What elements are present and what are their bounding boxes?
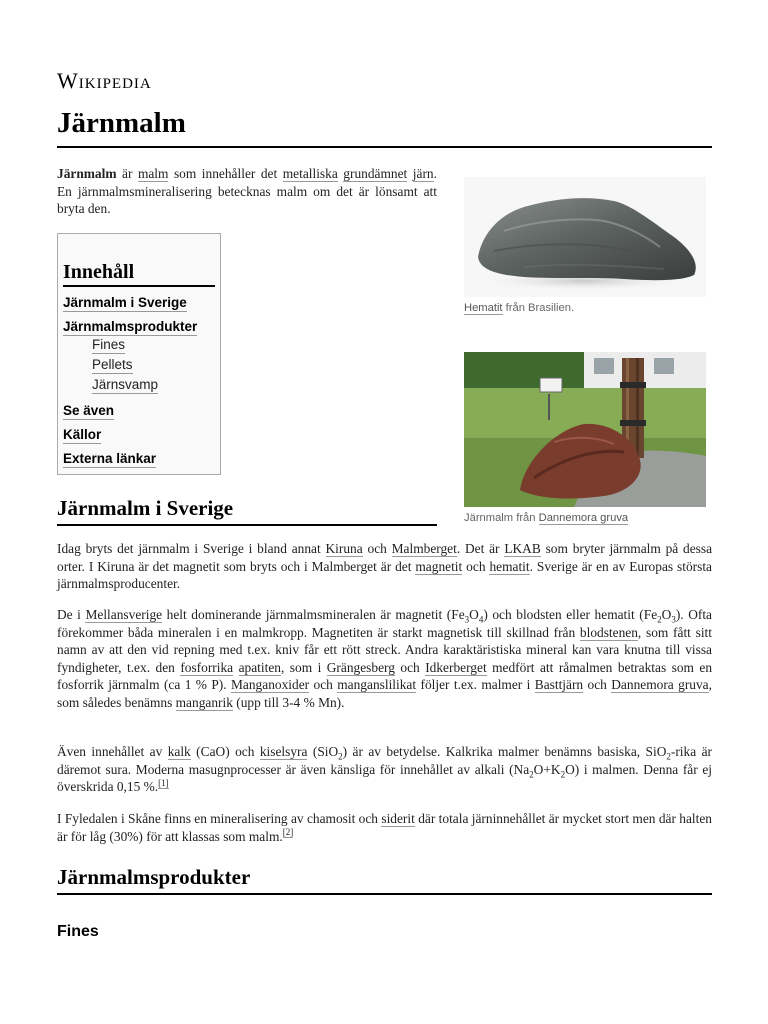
subscript: 2 (529, 769, 534, 780)
subscript: 3 (671, 614, 676, 625)
text: och (394, 659, 426, 675)
text: . En järnmalmsmineralisering betecknas malm om det är lönsamt att bryta den. (57, 166, 437, 216)
text: -rika är däremot sura. Moderna masugnprocesser är även känsliga för innehållet av alkali (Na (57, 744, 712, 777)
heading-fines: Fines (57, 923, 99, 940)
text: (SiO (307, 744, 339, 759)
link-manganoxider[interactable]: Manganoxider (231, 677, 310, 692)
text: , som i (280, 659, 327, 675)
link-blodstenen[interactable]: blodstenen (579, 624, 638, 640)
text (407, 166, 413, 181)
text: . Sverige är en av Europas största järnmalmsproducenter. (57, 558, 712, 591)
toc-item-pellets[interactable]: Pellets (92, 357, 133, 372)
link-kiselsyra[interactable]: kiselsyra (259, 744, 308, 759)
link-manganslilikat[interactable]: manganslilikat (337, 677, 417, 692)
paragraph-sverige-2 (57, 606, 712, 711)
text: O (661, 607, 672, 622)
text: och (362, 541, 392, 556)
text: ) är av betydelse. Kalkrika malmer benämns basiska, SiO (342, 744, 667, 759)
figure-hematit (464, 177, 706, 315)
link-grundamnet[interactable]: grundämnet (343, 166, 408, 181)
subscript: 2 (560, 769, 566, 780)
link-dannemora-gruva[interactable]: Dannemora gruva (611, 677, 709, 692)
link-basttjarn[interactable]: Basttjärn (534, 677, 584, 692)
link-lkab[interactable]: LKAB (504, 541, 541, 556)
intro-bold-term: Järnmalm (57, 166, 117, 181)
link-manganrik[interactable]: manganrik (175, 694, 233, 710)
hematit-image[interactable] (464, 177, 706, 297)
link-grangesberg[interactable]: Grängesberg (326, 659, 395, 675)
text: O) i malmen. Denna får ej överskrida 0,15 %. (57, 761, 712, 794)
subscript: 3 (464, 614, 470, 625)
reference-2[interactable] (283, 827, 294, 838)
link-dannemora-caption[interactable]: Dannemora gruva (538, 512, 629, 524)
toc-item-fines[interactable]: Fines (92, 337, 126, 352)
subscript: 2 (657, 614, 662, 625)
link-malmberget[interactable]: Malmberget (391, 541, 457, 556)
figure-dannemora (464, 352, 706, 525)
link-metalliska[interactable]: metalliska (282, 166, 338, 181)
text: Även innehållet av (57, 744, 168, 759)
text: helt dominerande järnmalmsmineralen är magnetit (Fe (162, 607, 465, 622)
heading-jarnmalm-i-sverige: Järnmalm i Sverige (57, 495, 437, 526)
caption-hematit (464, 301, 706, 315)
page-title: Järnmalm (57, 106, 712, 148)
caption-text: från Brasilien. (502, 302, 575, 314)
text: . Det är (456, 541, 505, 556)
text: ) och blodsten eller hematit (Fe (483, 607, 658, 622)
text: och (462, 558, 490, 574)
link-siderit[interactable]: siderit (381, 811, 415, 826)
link-kalk[interactable]: kalk (167, 744, 191, 759)
subscript: 2 (338, 751, 343, 762)
link-mellansverige[interactable]: Mellansverige (85, 607, 163, 622)
toc-item-jarnsvamp[interactable]: Järnsvamp (92, 377, 159, 392)
text: och (583, 677, 612, 692)
reference-1[interactable] (158, 778, 169, 789)
text: och (309, 677, 338, 692)
subscript: 2 (666, 751, 671, 762)
caption-dannemora (464, 511, 706, 525)
dannemora-image[interactable] (464, 352, 706, 507)
table-of-contents (57, 233, 221, 475)
link-fosforrika[interactable]: fosforrika (180, 659, 234, 675)
intro-paragraph (57, 165, 437, 218)
caption-text: Järnmalm från (464, 512, 539, 524)
text: (upp till 3-4 % Mn). (232, 694, 345, 710)
wikipedia-logo[interactable]: Wikipedia (57, 68, 152, 93)
link-malm[interactable]: malm (137, 166, 169, 181)
text: som innehåller det (168, 166, 283, 181)
toc-item-jarnmalmsprodukter[interactable]: Järnmalmsprodukter (63, 319, 198, 334)
text: följer t.ex. malmer i (416, 677, 535, 692)
link-idkerberget[interactable]: Idkerberget (425, 659, 487, 675)
paragraph-sverige-4 (57, 810, 712, 845)
text: De i (57, 607, 86, 622)
paragraph-sverige-3 (57, 743, 712, 796)
text: medfört att råmalmen betraktas som en fosforrik järnmalm (ca 1 % P). (57, 659, 713, 692)
toc-title: Innehåll (63, 261, 215, 287)
toc-item-kallor[interactable]: Källor (63, 427, 102, 442)
link-hematit[interactable]: hematit (489, 558, 530, 574)
text: ). Ofta förekommer båda mineralen i en malmkropp. Magnetiten är starkt magnetisk till skillnad från (57, 607, 712, 640)
text: I Fyledalen i Skåne finns en mineralisering av chamosit och (57, 811, 382, 826)
heading-jarnmalmsprodukter: Järnmalmsprodukter (57, 864, 712, 895)
link-jarn[interactable]: järn (412, 166, 434, 181)
link-magnetit[interactable]: magnetit (415, 558, 463, 574)
link-apatiten[interactable]: apatiten (238, 659, 281, 675)
text: , som således benämns (57, 677, 712, 710)
text (233, 660, 238, 675)
toc-item-se-aven[interactable]: Se även (63, 403, 115, 418)
link-hematit-caption[interactable]: Hematit (464, 302, 503, 314)
text: är (116, 166, 138, 181)
toc-item-jarnmalm-i-sverige[interactable]: Järnmalm i Sverige (63, 295, 187, 310)
text: (CaO) och (190, 744, 260, 759)
toc-item-externa-lankar[interactable]: Externa länkar (63, 451, 157, 466)
link-kiruna[interactable]: Kiruna (325, 541, 363, 556)
text: O+K (533, 761, 561, 777)
text: O (469, 607, 479, 622)
ref-link-2[interactable]: [2] (282, 827, 294, 838)
paragraph-sverige-1 (57, 540, 712, 593)
text: , som fått sitt namn av att den vid repning med t.ex. kniv får ett rött streck. Andra karaktäristiska mineral kan vara knutna till vissa fyndigheter, t.ex. den (57, 624, 712, 675)
subscript: 4 (478, 614, 484, 625)
text: där totala järninnehållet är mycket stort men där halten är för låg (30%) för att klassas som malm. (57, 811, 712, 844)
text: Idag bryts det järnmalm i Sverige i bland annat (57, 541, 326, 556)
text: som bryter järnmalm på dessa orter. I Kiruna är det magnetit som bryts och i Malmberget är det (57, 541, 713, 574)
ref-link-1[interactable]: [1] (158, 777, 169, 788)
